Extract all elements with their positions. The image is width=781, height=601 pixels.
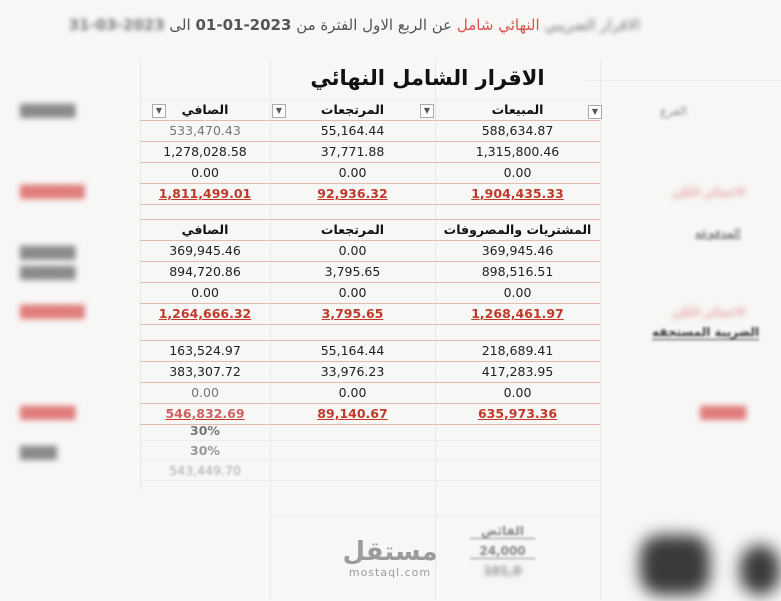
- returns-cell[interactable]: 0.00: [338, 385, 367, 400]
- returns-cell[interactable]: 55,164.44: [320, 343, 385, 358]
- table-row: [0, 283, 781, 303]
- sales-cell[interactable]: 1,315,800.46: [475, 144, 560, 159]
- row-divider: [140, 324, 600, 325]
- section1-header-row: [0, 100, 781, 120]
- paid-label: المدفوعه: [695, 226, 741, 240]
- redacted-area: [640, 535, 710, 595]
- returns-cell[interactable]: 3,795.65: [324, 264, 381, 279]
- side-blurred-total: ██████: [20, 406, 76, 420]
- watermark-arabic: مستقل: [342, 537, 438, 567]
- returns-header: المرتجعات: [320, 222, 385, 237]
- table-row: [0, 142, 781, 162]
- table-row: [0, 383, 781, 403]
- table-row: [0, 362, 781, 382]
- sales-total[interactable]: 1,904,435.33: [471, 186, 564, 201]
- side-blurred-header: ██████: [20, 104, 76, 118]
- total-label-blurred: █████: [700, 406, 747, 420]
- sales-cell[interactable]: 218,689.41: [481, 343, 554, 358]
- purchases-header: المشتريات والمصروفات: [443, 222, 592, 237]
- grid-line: [270, 515, 600, 516]
- percentage-row: [0, 421, 781, 441]
- title-period-text: عن الربع الاول الفترة من: [296, 16, 453, 34]
- net-cell[interactable]: 383,307.72: [169, 364, 241, 379]
- sales-header: المبيعات: [491, 102, 544, 117]
- returns-cell[interactable]: 0.00: [338, 285, 367, 300]
- sales-cell[interactable]: 0.00: [503, 385, 532, 400]
- surplus-value[interactable]: 24,000: [470, 544, 535, 559]
- branch-label: الفرع: [660, 104, 687, 118]
- date-from: 2023-01-01: [195, 16, 292, 34]
- table-row: [0, 262, 781, 282]
- returns-cell[interactable]: 55,164.44: [320, 123, 385, 138]
- purchases-total[interactable]: 1,268,461.97: [471, 306, 564, 321]
- net-cell[interactable]: 1,278,028.58: [163, 144, 247, 159]
- row-divider: [140, 204, 600, 205]
- net-cell[interactable]: 369,945.46: [169, 243, 241, 258]
- side-blurred-total: ███████: [20, 305, 85, 319]
- net-cell[interactable]: 0.00: [191, 285, 219, 300]
- returns-total[interactable]: 3,795.65: [321, 306, 384, 321]
- section1-total-row: [0, 184, 781, 204]
- returns-header: المرتجعات: [320, 102, 385, 117]
- percentage-row: [0, 441, 781, 461]
- table-row: [0, 121, 781, 141]
- filter-dropdown-icon[interactable]: ▼: [420, 104, 434, 118]
- final-row: [0, 461, 781, 481]
- surplus-value-blurred[interactable]: 101,0: [483, 564, 522, 578]
- net-header: الصافي: [181, 102, 229, 117]
- section2-total-row: [0, 304, 781, 324]
- final-value-cell[interactable]: 543,449.70: [169, 463, 241, 478]
- date-to: 2023-03-31: [68, 16, 165, 34]
- grid-line: [585, 80, 781, 81]
- net-total[interactable]: 1,264,666.32: [158, 306, 252, 321]
- purchases-cell[interactable]: 898,516.51: [481, 264, 554, 279]
- returns-total[interactable]: 92,936.32: [317, 186, 388, 201]
- redacted-area: [740, 545, 780, 595]
- side-blurred-total: ███████: [20, 185, 85, 199]
- sales-cell[interactable]: 588,634.87: [481, 123, 554, 138]
- net-total[interactable]: 1,811,499.01: [158, 186, 252, 201]
- net-cell[interactable]: 0.00: [191, 385, 219, 400]
- watermark-latin: mostaql.com: [348, 566, 432, 579]
- side-blurred-value: ██████: [20, 266, 76, 280]
- watermark-logo: [335, 538, 445, 579]
- page-title: [68, 16, 640, 34]
- filter-dropdown-icon[interactable]: ▼: [272, 104, 286, 118]
- net-cell[interactable]: 894,720.86: [169, 264, 241, 279]
- sales-cell[interactable]: 417,283.95: [481, 364, 554, 379]
- net-cell[interactable]: 533,470.43: [169, 123, 241, 138]
- returns-cell[interactable]: 37,771.88: [320, 144, 385, 159]
- main-title: الاقرار الشامل النهائي: [310, 66, 545, 90]
- purchases-cell[interactable]: 369,945.46: [481, 243, 554, 258]
- net-cell[interactable]: 163,524.97: [169, 343, 241, 358]
- table-row: [0, 341, 781, 361]
- date-to-prefix: الى: [169, 16, 191, 34]
- section2-header-row: [0, 220, 781, 240]
- returns-cell[interactable]: 0.00: [338, 165, 367, 180]
- sales-cell[interactable]: 0.00: [503, 165, 532, 180]
- title-red-part: النهائي شامل: [456, 16, 540, 34]
- purchases-cell[interactable]: 0.00: [503, 285, 532, 300]
- total-label: الاجمالي الكلي: [672, 305, 746, 319]
- side-blurred-value: ██████: [20, 246, 76, 260]
- table-row: [0, 163, 781, 183]
- table-row: [0, 241, 781, 261]
- grid-line: [600, 60, 601, 600]
- filter-dropdown-icon[interactable]: ▼: [588, 105, 602, 119]
- total-label: الاجمالي الكلي: [672, 185, 746, 199]
- due-label: الضريبة المستحقه: [652, 325, 760, 339]
- title-blurred-part: الاقرار الضريبي: [544, 16, 640, 34]
- returns-total[interactable]: 89,140.67: [317, 406, 388, 421]
- net-header: الصافي: [181, 222, 229, 237]
- tax-rate-cell[interactable]: 30%: [190, 443, 220, 458]
- filter-dropdown-icon[interactable]: ▼: [152, 104, 166, 118]
- tax-rate-cell[interactable]: 30%: [190, 423, 220, 438]
- surplus-label: الفائض: [470, 524, 535, 539]
- sales-total[interactable]: 635,973.36: [477, 406, 558, 421]
- returns-cell[interactable]: 0.00: [338, 243, 367, 258]
- net-cell[interactable]: 0.00: [191, 165, 219, 180]
- net-total[interactable]: 546,832.69: [165, 406, 245, 421]
- returns-cell[interactable]: 33,976.23: [320, 364, 385, 379]
- side-blurred-value: ████: [20, 446, 57, 460]
